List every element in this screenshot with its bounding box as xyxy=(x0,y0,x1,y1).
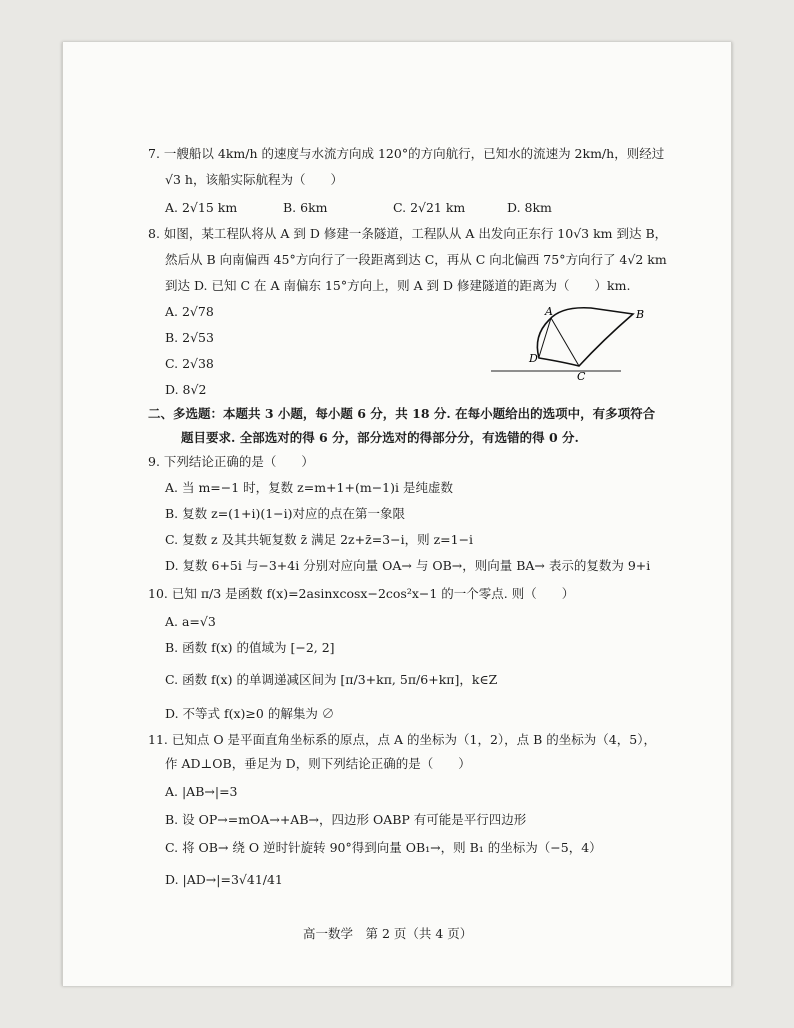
q8-label-a: A xyxy=(545,305,553,318)
q7-option-c: C. 2√21 km xyxy=(393,200,466,215)
q9-option-b: B. 复数 z=(1+i)(1−i)对应的点在第一象限 xyxy=(165,506,406,521)
q7-option-a: A. 2√15 km xyxy=(165,200,238,215)
q8-option-b: B. 2√53 xyxy=(165,330,214,345)
q8-line3: 到达 D. 已知 C 在 A 南偏东 15°方向上，则 A 到 D 修建隧道的距离为（ ）km. xyxy=(165,278,631,293)
q7-line2: √3 h，该船实际航程为（ ） xyxy=(165,172,343,187)
q8-option-a: A. 2√78 xyxy=(165,304,214,319)
q8-label-c: C xyxy=(577,370,586,383)
q10-option-c: C. 函数 f(x) 的单调递减区间为 [π/3+kπ, 5π/6+kπ]，k∈Z xyxy=(165,672,498,687)
q10-option-b: B. 函数 f(x) 的值域为 [−2, 2] xyxy=(165,640,335,655)
q10-option-d: D. 不等式 f(x)≥0 的解集为 ∅ xyxy=(165,706,335,721)
q11-option-c: C. 将 OB→ 绕 O 逆时针旋转 90°得到向量 OB₁→，则 B₁ 的坐标为（−5，4） xyxy=(165,840,602,855)
q10-stem: 10. 已知 π/3 是函数 f(x)=2asinxcosx−2cos²x−1 的一个零点. 则（ ） xyxy=(148,586,575,601)
exam-page xyxy=(62,42,732,986)
q9-option-a: A. 当 m=−1 时，复数 z=m+1+(m−1)i 是纯虚数 xyxy=(165,480,453,495)
page-footer: 高一数学 第 2 页（共 4 页） xyxy=(303,926,473,941)
section2-line2: 题目要求. 全部选对的得 6 分，部分选对的得部分分，有选错的得 0 分. xyxy=(181,430,579,445)
q11-line2: 作 AD⊥OB，垂足为 D，则下列结论正确的是（ ） xyxy=(165,756,471,771)
q9-option-d: D. 复数 6+5i 与−3+4i 分别对应向量 OA→ 与 OB→，则向量 BA→ 表示的复数为 9+i xyxy=(165,558,651,573)
q7-line1: 7. 一艘船以 4km/h 的速度与水流方向成 120°的方向航行，已知水的流速为 2km/h，则经过 xyxy=(148,146,665,161)
q8-segment-ac xyxy=(551,318,579,366)
q10-option-a: A. a=√3 xyxy=(165,614,216,629)
q9-option-c: C. 复数 z 及其共轭复数 z̄ 满足 2z+z̄=3−i，则 z=1−i xyxy=(165,532,474,547)
q7-option-b: B. 6km xyxy=(283,200,328,215)
q8-figure xyxy=(491,300,651,386)
q7-option-d: D. 8km xyxy=(507,200,552,215)
q8-option-d: D. 8√2 xyxy=(165,382,207,397)
q8-label-b: B xyxy=(636,308,645,321)
q8-line2: 然后从 B 向南偏西 45°方向行了一段距离到达 C，再从 C 向北偏西 75°方向行了 4√2 km xyxy=(165,252,667,267)
q8-line1: 8. 如图，某工程队将从 A 到 D 修建一条隧道，工程队从 A 出发向正东行 10√3 km 到达 B， xyxy=(148,226,668,241)
section2-line1: 二、多选题：本题共 3 小题，每小题 6 分，共 18 分. 在每小题给出的选项中，有多项符合 xyxy=(148,406,656,421)
q11-option-b: B. 设 OP→=mOA→+AB→，四边形 OABP 有可能是平行四边形 xyxy=(165,812,527,827)
q11-line1: 11. 已知点 O 是平面直角坐标系的原点，点 A 的坐标为（1，2），点 B 的坐标为（4，5）， xyxy=(148,732,656,747)
q8-option-c: C. 2√38 xyxy=(165,356,214,371)
q11-option-a: A. |AB→|=3 xyxy=(165,784,238,799)
q11-option-d: D. |AD→|=3√41/41 xyxy=(165,872,283,887)
q8-label-d: D xyxy=(529,352,538,365)
q9-stem: 9. 下列结论正确的是（ ） xyxy=(148,454,314,469)
